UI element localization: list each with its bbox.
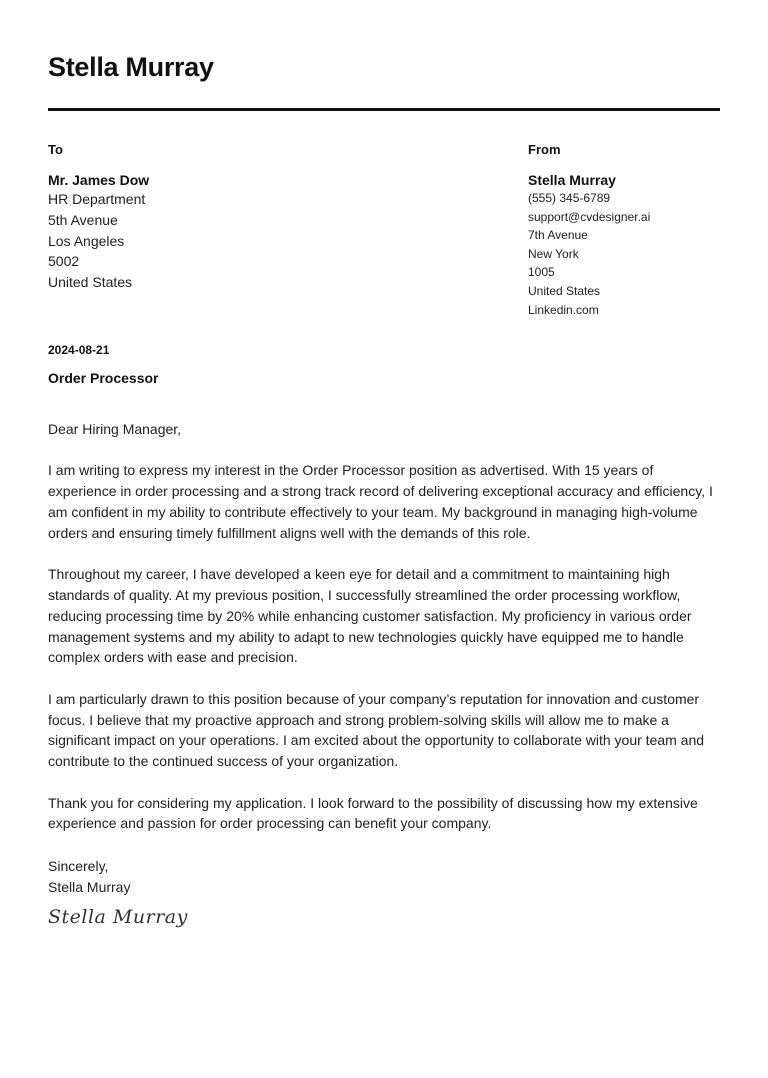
sender-street: 7th Avenue (528, 228, 588, 243)
body-paragraph-4: Thank you for considering my application. I look forward to the possibility of discussing how my extensive experience and passion for order processing can benefit your company. (48, 794, 698, 832)
recipient-city: Los Angeles (48, 232, 125, 249)
greeting: Dear Hiring Manager, (48, 421, 182, 437)
body-paragraph-1: I am writing to express my interest in the Order Processor position as advertised. With 15 years of experience in order processing and a strong track record of delivering exceptional accuracy and efficiency, I am confident in my ability to contribute effectively to your team. My background in managing high-volume orders and ensuring timely fulfillment aligns well with the demands of this role. (48, 462, 713, 541)
sender-city: New York (528, 246, 579, 261)
sender-phone: (555) 345-6789 (528, 191, 611, 205)
closing-name: Stella Murray (48, 879, 131, 895)
letter-date: 2024-08-21 (48, 343, 110, 357)
sender-zip: 1005 (528, 265, 555, 280)
from-label: From (528, 142, 561, 157)
letter-body (48, 419, 723, 855)
recipient-block (48, 142, 149, 293)
to-label: To (48, 142, 63, 157)
page-title: Stella Murray (48, 52, 214, 82)
recipient-name: Mr. James Dow (48, 172, 150, 188)
sender-name: Stella Murray (528, 172, 616, 188)
body-paragraph-2: Throughout my career, I have developed a keen eye for detail and a commitment to maintaining high standards of quality. At my previous position, I successfully streamlined the order processing workflow, reducing processing time by 20% while enhancing customer satisfaction. My proficiency in various order management systems and my ability to adapt to new technologies quickly have equipped me to handle complex orders with ease and precision. (48, 566, 692, 666)
header-divider (48, 108, 720, 111)
sender-email: support@cvdesigner.ai (528, 209, 651, 224)
recipient-country: United States (48, 274, 133, 291)
sender-country: United States (528, 283, 601, 298)
letter-subject: Order Processor (48, 370, 159, 386)
sender-block (528, 142, 650, 319)
closing-salutation: Sincerely, (48, 858, 109, 874)
recipient-department: HR Department (48, 191, 146, 207)
recipient-street: 5th Avenue (48, 211, 118, 228)
closing-block (48, 856, 130, 898)
handwritten-signature: Stella Murray (48, 906, 188, 928)
recipient-zip: 5002 (48, 253, 80, 270)
body-paragraph-3: I am particularly drawn to this position because of your company’s reputation for innovation and customer focus. I believe that my proactive approach and strong problem-solving skills will allow me to make a significant impact on your operations. I am excited about the opportunity to collaborate with your team and contribute to the continued success of your organization. (48, 690, 705, 770)
sender-linkedin: Linkedin.com (528, 302, 599, 317)
